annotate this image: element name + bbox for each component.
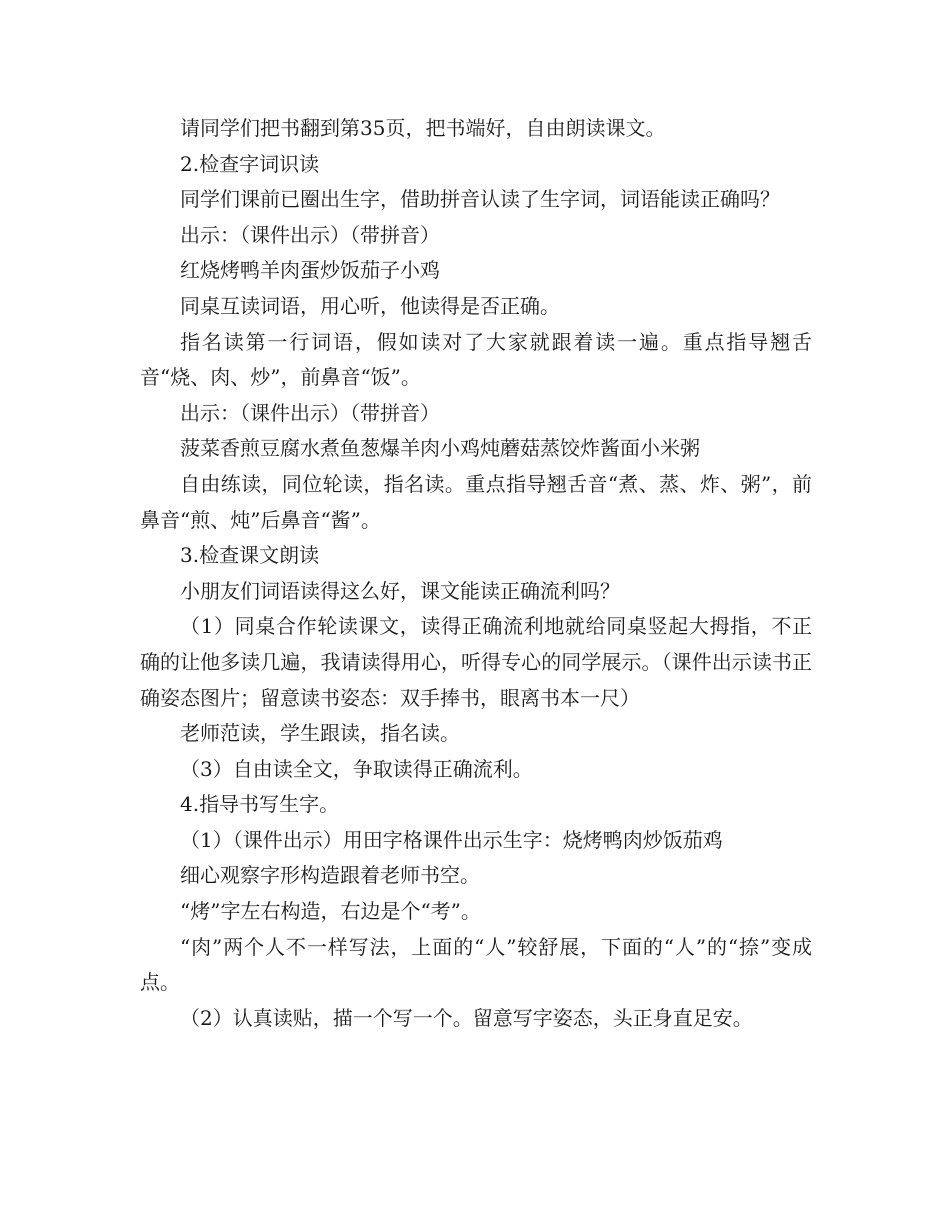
paragraph-pair-reading: （1）同桌合作轮读课文，读得正确流利地就给同桌竖起大拇指，不正确的让他多读几遍，我请读得用心，听得专心的同学展示。（课件出示读书正确姿态图片；留意读书姿态：双手捧书，眼离书本一尺） xyxy=(140,614,812,710)
heading-writing: 4.指导书写生字。 xyxy=(180,792,340,817)
paragraph-word-list-2: 菠菜香煎豆腐水煮鱼葱爆羊肉小鸡炖蘑菇蒸饺炸酱面小米粥 xyxy=(180,436,700,461)
paragraph-grid-chars: （1）（课件出示）用田字格课件出示生字：烧烤鸭肉炒饭茄鸡 xyxy=(180,827,723,852)
paragraph-free-read: （3）自由读全文，争取读得正确流利。 xyxy=(180,756,533,781)
paragraph-reading-question: 小朋友们词语读得这么好，课文能读正确流利吗？ xyxy=(180,578,620,603)
paragraph-kao-structure: “烤”字左右构造，右边是个“考”。 xyxy=(180,899,481,924)
paragraph-teacher-read: 老师范读，学生跟读，指名读。 xyxy=(180,721,460,746)
document-body xyxy=(140,111,812,1036)
paragraph-show-2: 出示：（课件出示）（带拼音） xyxy=(180,400,440,425)
paragraph-word-list-1: 红烧烤鸭羊肉蛋炒饭茄子小鸡 xyxy=(180,258,440,283)
paragraph-peer-read: 同桌互读词语，用心听，他读得是否正确。 xyxy=(180,293,560,318)
heading-check-words: 2.检查字词识读 xyxy=(180,151,320,176)
paragraph-words-question: 同学们课前已圈出生字，借助拼音认读了生字词，词语能读正确吗？ xyxy=(180,187,780,212)
paragraph-copy-practice: （2）认真读贴，描一个写一个。留意写字姿态，头正身直足安。 xyxy=(180,1005,753,1030)
paragraph-guide-2: 自由练读，同位轮读，指名读。重点指导翘舌音“煮、蒸、炸、粥”，前鼻音“煎、炖”后鼻音“酱”。 xyxy=(140,471,812,532)
paragraph-rou-structure: “肉”两个人不一样写法，上面的“人”较舒展，下面的“人”的“捺”变成点。 xyxy=(140,934,812,995)
paragraph-observe: 细心观察字形构造跟着老师书空。 xyxy=(180,863,480,888)
paragraph-open-book: 请同学们把书翻到第35页，把书端好，自由朗读课文。 xyxy=(180,116,666,140)
paragraph-guide-1: 指名读第一行词语，假如读对了大家就跟着读一遍。重点指导翘舌音“烧、肉、炒”，前鼻音“饭”。 xyxy=(140,329,812,390)
paragraph-show-1: 出示：（课件出示）（带拼音） xyxy=(180,222,440,247)
heading-check-reading: 3.检查课文朗读 xyxy=(180,543,320,568)
